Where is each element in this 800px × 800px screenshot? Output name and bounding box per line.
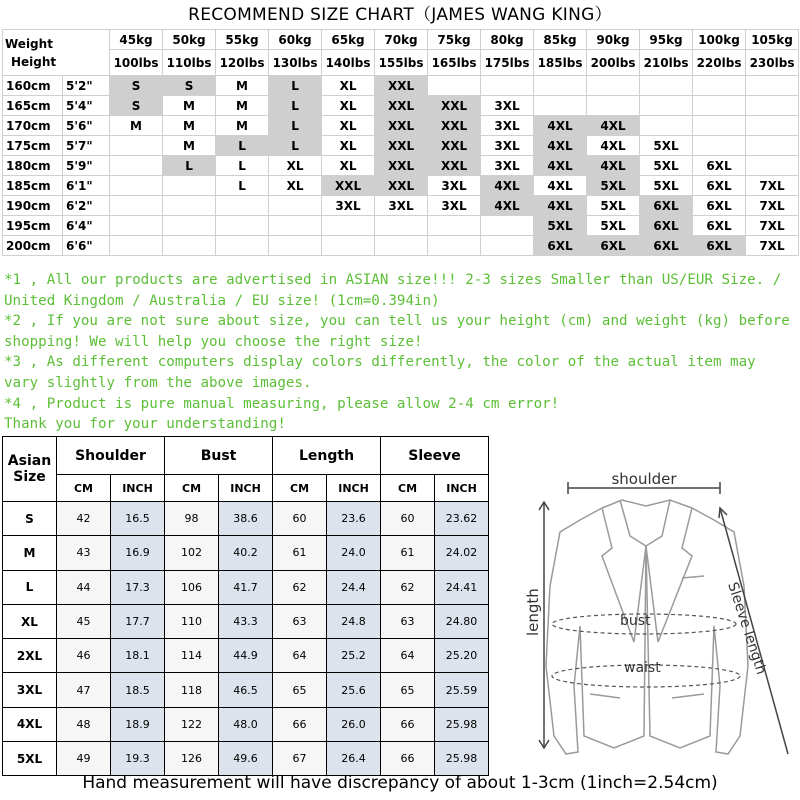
measurement-value: 60 [381, 502, 435, 536]
size-cell: 4XL [587, 136, 640, 156]
size-cell: 4XL [481, 196, 534, 216]
size-cell: 5XL [587, 196, 640, 216]
size-cell [746, 136, 799, 156]
note-3: *3 , As different computers display colors differently, the color of the actual item may vary slightly from the above images. [4, 354, 765, 391]
size-row [3, 236, 799, 256]
size-cell: 6XL [534, 236, 587, 256]
weight-kg-header: 80kg [481, 30, 534, 50]
measurement-value: 43 [57, 536, 111, 570]
measurement-value: 64 [381, 639, 435, 673]
size-cell: XL [322, 76, 375, 96]
size-cell [269, 196, 322, 216]
height-cm: 175cm [3, 136, 63, 156]
measurement-row [3, 639, 489, 673]
measurement-value: 18.1 [111, 639, 165, 673]
size-cell [587, 96, 640, 116]
size-cell [110, 176, 163, 196]
size-cell [640, 76, 693, 96]
size-cell: XXL [428, 156, 481, 176]
size-cell: 4XL [481, 176, 534, 196]
unit-header: CM [165, 475, 219, 502]
size-cell: 4XL [534, 156, 587, 176]
weight-lbs-header: 175lbs [481, 50, 534, 76]
measurement-value: 106 [165, 570, 219, 604]
size-cell [640, 116, 693, 136]
measurement-value: 62 [381, 570, 435, 604]
size-cell: S [110, 76, 163, 96]
height-cm: 180cm [3, 156, 63, 176]
footer-note: Hand measurement will have discrepancy of about 1-3cm (1inch=2.54cm) [82, 773, 718, 793]
measurement-value: 48 [57, 707, 111, 741]
size-cell: 6XL [693, 236, 746, 256]
measurement-value: 47 [57, 673, 111, 707]
size-row [3, 76, 799, 96]
size-cell [693, 116, 746, 136]
measurement-value: 110 [165, 604, 219, 638]
measurement-value: 114 [165, 639, 219, 673]
measurement-value: 23.6 [327, 502, 381, 536]
size-cell: XL [322, 116, 375, 136]
measurement-row [3, 604, 489, 638]
weight-lbs-header: 140lbs [322, 50, 375, 76]
size-cell: M [163, 96, 216, 116]
measurement-value: 66 [273, 707, 327, 741]
shoulder-label: shoulder [611, 470, 677, 488]
size-row [3, 176, 799, 196]
measurement-value: 63 [381, 604, 435, 638]
measurement-value: 43.3 [219, 604, 273, 638]
size-cell: 4XL [534, 116, 587, 136]
size-cell: S [163, 76, 216, 96]
length-header: Length [273, 437, 381, 475]
measurement-value: 63 [273, 604, 327, 638]
height-cm: 170cm [3, 116, 63, 136]
sleeve-length-label: Sleeve length [724, 580, 770, 677]
height-ft: 5'4" [63, 96, 110, 116]
unit-header: CM [381, 475, 435, 502]
size-cell: 7XL [746, 196, 799, 216]
size-cell: 6XL [587, 236, 640, 256]
shoulder-header: Shoulder [57, 437, 165, 475]
measurement-value: 60 [273, 502, 327, 536]
note-1: *1 , All our products are advertised in ASIAN size!!! 2-3 sizes Smaller than US/EUR Size. / United Kingdom / Australia / EU size! (1cm=0.394in) [4, 272, 790, 309]
size-cell: 3XL [481, 96, 534, 116]
measurement-value: 25.2 [327, 639, 381, 673]
size-cell: 4XL [534, 196, 587, 216]
height-ft: 5'6" [63, 116, 110, 136]
jacket-measurement-diagram [494, 436, 798, 766]
size-cell: 5XL [640, 136, 693, 156]
measurement-value: 18.5 [111, 673, 165, 707]
size-cell [746, 76, 799, 96]
weight-kg-header: 50kg [163, 30, 216, 50]
height-ft: 5'2" [63, 76, 110, 96]
size-cell: 7XL [746, 236, 799, 256]
measurement-value: 118 [165, 673, 219, 707]
asian-size: L [3, 570, 57, 604]
size-cell: M [163, 136, 216, 156]
measurement-value: 25.20 [435, 639, 489, 673]
size-cell: M [110, 116, 163, 136]
measurement-value: 122 [165, 707, 219, 741]
asian-size: M [3, 536, 57, 570]
size-cell: L [269, 136, 322, 156]
size-cell: 4XL [534, 136, 587, 156]
weight-kg-header: 55kg [216, 30, 269, 50]
weight-kg-header: 60kg [269, 30, 322, 50]
weight-lbs-header: 100lbs [110, 50, 163, 76]
size-cell: 4XL [534, 176, 587, 196]
weight-kg-header: 70kg [375, 30, 428, 50]
weight-lbs-header: 130lbs [269, 50, 322, 76]
weight-kg-header: 75kg [428, 30, 481, 50]
height-ft: 6'4" [63, 216, 110, 236]
size-cell: XXL [428, 136, 481, 156]
size-cell: 3XL [428, 196, 481, 216]
measurement-value: 66 [381, 742, 435, 776]
size-cell: 6XL [693, 176, 746, 196]
measurement-value: 25.98 [435, 742, 489, 776]
size-cell: XL [322, 156, 375, 176]
size-cell: XXL [428, 116, 481, 136]
sleeve-header: Sleeve [381, 437, 489, 475]
size-cell [428, 216, 481, 236]
chart-title: RECOMMEND SIZE CHART（JAMES WANG KING） [188, 5, 612, 25]
jacket-illustration [494, 436, 798, 766]
size-cell: XXL [375, 176, 428, 196]
size-cell [110, 196, 163, 216]
measurement-value: 26.4 [327, 742, 381, 776]
measurement-value: 26.0 [327, 707, 381, 741]
size-cell: XL [269, 176, 322, 196]
size-cell [163, 236, 216, 256]
size-cell: XXL [375, 136, 428, 156]
size-cell [693, 136, 746, 156]
size-cell: M [216, 76, 269, 96]
size-cell: 7XL [746, 176, 799, 196]
size-cell: XL [322, 96, 375, 116]
measurement-value: 102 [165, 536, 219, 570]
size-cell: XXL [375, 76, 428, 96]
size-cell [110, 216, 163, 236]
bust-label: bust [620, 613, 651, 629]
size-cell [216, 236, 269, 256]
size-cell [481, 76, 534, 96]
size-cell [322, 216, 375, 236]
size-cell: XXL [375, 96, 428, 116]
measurement-value: 25.6 [327, 673, 381, 707]
size-cell: XXL [322, 176, 375, 196]
size-cell [216, 196, 269, 216]
asian-size: 4XL [3, 707, 57, 741]
garment-measurement-table [2, 436, 489, 776]
size-cell [216, 216, 269, 236]
height-cm: 160cm [3, 76, 63, 96]
asian-size: 5XL [3, 742, 57, 776]
size-cell: L [269, 96, 322, 116]
length-label: length [524, 588, 542, 636]
size-cell: 5XL [640, 176, 693, 196]
size-cell [693, 76, 746, 96]
size-cell: XL [269, 156, 322, 176]
size-cell: XXL [375, 156, 428, 176]
height-ft: 6'1" [63, 176, 110, 196]
size-cell: L [163, 156, 216, 176]
asian-size: XL [3, 604, 57, 638]
note-2: *2 , If you are not sure about size, you can tell us your height (cm) and weight (kg) before shopping! We will help you choose the right size! [4, 313, 799, 350]
height-cm: 165cm [3, 96, 63, 116]
size-cell [428, 76, 481, 96]
size-cell [110, 156, 163, 176]
measurement-value: 17.3 [111, 570, 165, 604]
measurement-value: 64 [273, 639, 327, 673]
measurement-value: 24.02 [435, 536, 489, 570]
size-cell [428, 236, 481, 256]
measurement-value: 40.2 [219, 536, 273, 570]
measurement-value: 46.5 [219, 673, 273, 707]
measurement-value: 61 [273, 536, 327, 570]
size-cell: 4XL [587, 116, 640, 136]
size-cell [693, 96, 746, 116]
measurement-value: 98 [165, 502, 219, 536]
weight-lbs-header: 165lbs [428, 50, 481, 76]
asian-size-header [3, 437, 57, 502]
weight-lbs-header: 155lbs [375, 50, 428, 76]
size-cell: XXL [428, 96, 481, 116]
unit-header: INCH [435, 475, 489, 502]
bust-header: Bust [165, 437, 273, 475]
size-cell: XXL [375, 116, 428, 136]
measurement-value: 24.4 [327, 570, 381, 604]
weight-lbs-header: 230lbs [746, 50, 799, 76]
size-cell: 6XL [640, 196, 693, 216]
size-cell: 4XL [587, 156, 640, 176]
size-cell: L [269, 116, 322, 136]
size-cell: 6XL [693, 156, 746, 176]
size-cell: 3XL [481, 116, 534, 136]
measurement-value: 46 [57, 639, 111, 673]
measurement-value: 25.98 [435, 707, 489, 741]
height-ft: 5'9" [63, 156, 110, 176]
height-ft: 5'7" [63, 136, 110, 156]
weight-kg-header: 45kg [110, 30, 163, 50]
measurement-value: 24.0 [327, 536, 381, 570]
size-cell [534, 96, 587, 116]
size-cell [163, 216, 216, 236]
size-cell [746, 156, 799, 176]
size-cell [269, 216, 322, 236]
weight-lbs-header: 185lbs [534, 50, 587, 76]
measurement-row [3, 673, 489, 707]
unit-header: CM [273, 475, 327, 502]
weight-kg-header: 85kg [534, 30, 587, 50]
measurement-row [3, 707, 489, 741]
asian-size: 3XL [3, 673, 57, 707]
measurement-value: 41.7 [219, 570, 273, 604]
unit-header: INCH [111, 475, 165, 502]
measurement-value: 65 [273, 673, 327, 707]
size-cell: S [110, 96, 163, 116]
size-cell: 6XL [640, 216, 693, 236]
height-cm: 185cm [3, 176, 63, 196]
size-cell: 5XL [587, 216, 640, 236]
size-cell: XL [322, 136, 375, 156]
size-cell: M [216, 96, 269, 116]
height-cm: 190cm [3, 196, 63, 216]
size-row [3, 216, 799, 236]
measurement-value: 25.59 [435, 673, 489, 707]
asian-size-header-line2: Size [13, 469, 46, 485]
weight-kg-header: 90kg [587, 30, 640, 50]
size-cell [375, 236, 428, 256]
size-cell: M [163, 116, 216, 136]
measurement-value: 18.9 [111, 707, 165, 741]
weight-lbs-header: 110lbs [163, 50, 216, 76]
size-cell [481, 216, 534, 236]
measurement-value: 61 [381, 536, 435, 570]
size-cell: 3XL [481, 156, 534, 176]
height-ft: 6'2" [63, 196, 110, 216]
measurement-value: 44 [57, 570, 111, 604]
measurement-value: 42 [57, 502, 111, 536]
height-label: Height [11, 54, 57, 69]
size-cell: 6XL [640, 236, 693, 256]
size-cell: 3XL [428, 176, 481, 196]
height-cm: 200cm [3, 236, 63, 256]
notes-section [4, 270, 799, 435]
size-cell: 6XL [693, 196, 746, 216]
size-cell [746, 116, 799, 136]
size-cell [110, 136, 163, 156]
measurement-value: 24.41 [435, 570, 489, 604]
size-cell [269, 236, 322, 256]
size-cell [110, 236, 163, 256]
size-row [3, 156, 799, 176]
note-4: *4 , Product is pure manual measuring, please allow 2-4 cm error! [4, 395, 560, 412]
size-cell: L [216, 136, 269, 156]
size-row [3, 136, 799, 156]
size-cell [375, 216, 428, 236]
measurement-row [3, 570, 489, 604]
size-cell [587, 76, 640, 96]
measurement-value: 16.5 [111, 502, 165, 536]
size-cell: M [216, 116, 269, 136]
size-cell [322, 236, 375, 256]
size-recommendation-table [2, 29, 799, 256]
unit-header: CM [57, 475, 111, 502]
measurement-value: 65 [381, 673, 435, 707]
asian-size: S [3, 502, 57, 536]
size-cell: 5XL [534, 216, 587, 236]
size-row [3, 196, 799, 216]
weight-kg-header: 95kg [640, 30, 693, 50]
weight-kg-header: 105kg [746, 30, 799, 50]
weight-lbs-header: 200lbs [587, 50, 640, 76]
size-cell [746, 96, 799, 116]
height-cm: 195cm [3, 216, 63, 236]
measurement-value: 48.0 [219, 707, 273, 741]
size-cell: 3XL [481, 136, 534, 156]
unit-header: INCH [327, 475, 381, 502]
size-cell: 3XL [322, 196, 375, 216]
measurement-value: 45 [57, 604, 111, 638]
weight-lbs-header: 120lbs [216, 50, 269, 76]
size-cell [163, 196, 216, 216]
size-cell: L [269, 76, 322, 96]
measurement-value: 24.8 [327, 604, 381, 638]
measurement-value: 67 [273, 742, 327, 776]
weight-kg-header: 100kg [693, 30, 746, 50]
measurement-value: 126 [165, 742, 219, 776]
size-cell: 5XL [587, 176, 640, 196]
measurement-value: 19.3 [111, 742, 165, 776]
measurement-value: 62 [273, 570, 327, 604]
weight-lbs-header: 210lbs [640, 50, 693, 76]
thanks-note: Thank you for your understanding! [4, 416, 286, 433]
measurement-value: 49 [57, 742, 111, 776]
unit-header: INCH [219, 475, 273, 502]
measurement-value: 38.6 [219, 502, 273, 536]
measurement-value: 44.9 [219, 639, 273, 673]
measurement-value: 23.62 [435, 502, 489, 536]
size-cell: 7XL [746, 216, 799, 236]
size-cell: L [216, 176, 269, 196]
asian-size: 2XL [3, 639, 57, 673]
weight-height-corner [3, 30, 110, 76]
weight-label: Weight [5, 36, 53, 51]
size-cell [640, 96, 693, 116]
measurement-value: 66 [381, 707, 435, 741]
measurement-value: 16.9 [111, 536, 165, 570]
size-row [3, 96, 799, 116]
size-cell: 3XL [375, 196, 428, 216]
measurement-row [3, 536, 489, 570]
measurement-value: 17.7 [111, 604, 165, 638]
waist-label: waist [624, 660, 661, 676]
measurement-value: 24.80 [435, 604, 489, 638]
size-cell [163, 176, 216, 196]
height-ft: 6'6" [63, 236, 110, 256]
weight-kg-header: 65kg [322, 30, 375, 50]
weight-lbs-header: 220lbs [693, 50, 746, 76]
size-cell: 6XL [693, 216, 746, 236]
asian-size-header-line1: Asian [7, 453, 52, 469]
measurement-value: 49.6 [219, 742, 273, 776]
measurement-row [3, 502, 489, 536]
size-cell [481, 236, 534, 256]
size-cell [534, 76, 587, 96]
size-cell: L [216, 156, 269, 176]
size-row [3, 116, 799, 136]
size-cell: 5XL [640, 156, 693, 176]
